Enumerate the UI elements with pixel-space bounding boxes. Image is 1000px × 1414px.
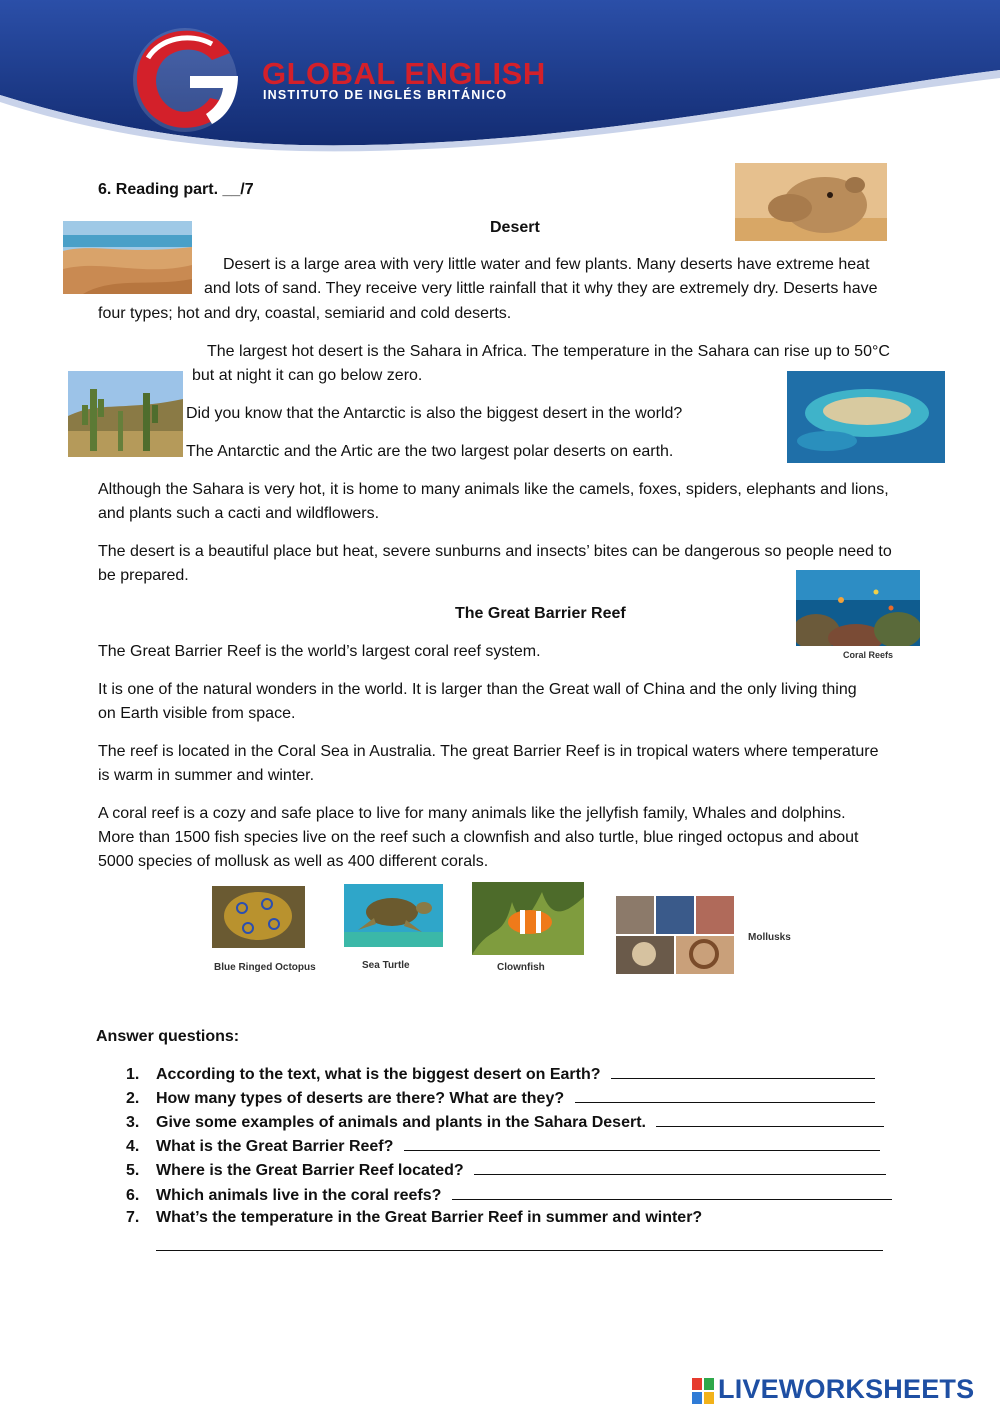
answer-line-2[interactable] <box>575 1088 875 1103</box>
liveworksheets-icon <box>692 1378 714 1404</box>
reef-title: The Great Barrier Reef <box>455 605 626 622</box>
desert-p1-line1: Desert is a large area with very little water and few plants. Many deserts have extreme heat <box>223 256 870 273</box>
turtle-photo <box>344 884 443 947</box>
coral-reef-photo <box>796 570 920 646</box>
questions-heading: Answer questions: <box>96 1028 240 1045</box>
question-number: 1. <box>126 1066 140 1083</box>
question-number: 6. <box>126 1187 140 1204</box>
reef-p1: The Great Barrier Reef is the world’s largest coral reef system. <box>98 643 541 660</box>
octopus-caption: Blue Ringed Octopus <box>214 962 316 973</box>
question-text: Give some examples of animals and plants in the Sahara Desert. <box>156 1114 646 1131</box>
desert-p6-line1: The desert is a beautiful place but heat, severe sunburns and insects’ bites can be dangerous so people need to <box>98 543 892 560</box>
octopus-photo <box>212 886 305 948</box>
mollusks-caption: Mollusks <box>748 932 791 943</box>
mollusks-collage <box>616 896 734 974</box>
brand-title: GLOBAL ENGLISH <box>262 56 546 91</box>
question-text: What’s the temperature in the Great Barrier Reef in summer and winter? <box>156 1209 703 1226</box>
desert-p6-line2: be prepared. <box>98 567 189 584</box>
liveworksheets-text: LIVEWORKSHEETS <box>718 1374 975 1404</box>
question-number: 4. <box>126 1138 140 1155</box>
globe-logo-icon <box>120 18 255 138</box>
question-2 <box>126 1088 875 1108</box>
reef-p4-line1: A coral reef is a cozy and safe place to live for many animals like the jellyfish family, Whales and dolphins. <box>98 805 846 822</box>
desert-p4: The Antarctic and the Artic are the two largest polar deserts on earth. <box>186 443 674 460</box>
question-text: Which animals live in the coral reefs? <box>156 1187 442 1204</box>
turtle-caption: Sea Turtle <box>362 960 410 971</box>
cactus-photo <box>68 371 183 457</box>
clownfish-caption: Clownfish <box>497 962 545 973</box>
question-number: 2. <box>126 1090 140 1107</box>
question-number: 5. <box>126 1162 140 1179</box>
question-number: 3. <box>126 1114 140 1131</box>
header-banner <box>0 0 1000 160</box>
reef-p3-line2: is warm in summer and winter. <box>98 767 315 784</box>
answer-line-6[interactable] <box>452 1185 892 1200</box>
question-5 <box>126 1160 886 1180</box>
question-7 <box>126 1209 702 1227</box>
question-number: 7. <box>126 1209 140 1226</box>
camel-photo <box>735 163 887 241</box>
answer-line-3[interactable] <box>656 1112 884 1127</box>
reef-aerial-photo <box>787 371 945 463</box>
reef-p2-line2: on Earth visible from space. <box>98 705 296 722</box>
clownfish-photo <box>472 882 584 955</box>
desert-p2-line2: but at night it can go below zero. <box>192 367 423 384</box>
dunes-photo <box>63 221 192 294</box>
desert-p3: Did you know that the Antarctic is also the biggest desert in the world? <box>186 405 683 422</box>
answer-line-4[interactable] <box>404 1136 880 1151</box>
desert-p5-line2: and plants such a cacti and wildflowers. <box>98 505 380 522</box>
reef-p4-line3: 5000 species of mollusk as well as 400 different corals. <box>98 853 489 870</box>
question-text: Where is the Great Barrier Reef located? <box>156 1162 464 1179</box>
question-text: What is the Great Barrier Reef? <box>156 1138 394 1155</box>
answer-line-1[interactable] <box>611 1064 875 1079</box>
desert-p1-line3: four types; hot and dry, coastal, semiarid and cold deserts. <box>98 305 512 322</box>
brand-subtitle: INSTITUTO DE INGLÉS BRITÁNICO <box>263 88 508 102</box>
reef-p3-line1: The reef is located in the Coral Sea in Australia. The great Barrier Reef is in tropical waters where temperature <box>98 743 879 760</box>
desert-p5-line1: Although the Sahara is very hot, it is home to many animals like the camels, foxes, spiders, elephants and lions, <box>98 481 889 498</box>
desert-p1-line2: and lots of sand. They receive very little rainfall that it why they are extremely dry. Deserts have <box>204 280 878 297</box>
answer-line-5[interactable] <box>474 1160 886 1175</box>
question-text: How many types of deserts are there? What are they? <box>156 1090 565 1107</box>
liveworksheets-logo <box>692 1374 992 1408</box>
question-3 <box>126 1112 884 1132</box>
answer-line-7[interactable] <box>156 1250 883 1251</box>
section-heading: 6. Reading part. __/7 <box>98 181 254 198</box>
question-4 <box>126 1136 880 1156</box>
question-text: According to the text, what is the biggest desert on Earth? <box>156 1066 601 1083</box>
reef-p2-line1: It is one of the natural wonders in the world. It is larger than the Great wall of China and the only living thing <box>98 681 857 698</box>
question-6 <box>126 1185 892 1205</box>
reef-p4-line2: More than 1500 fish species live on the reef such a clownfish and also turtle, blue ringed octopus and about <box>98 829 859 846</box>
desert-title: Desert <box>490 219 540 236</box>
question-1 <box>126 1064 875 1084</box>
coral-reefs-caption: Coral Reefs <box>843 650 894 660</box>
desert-p2-line1: The largest hot desert is the Sahara in Africa. The temperature in the Sahara can rise up to 50°C <box>207 343 890 360</box>
